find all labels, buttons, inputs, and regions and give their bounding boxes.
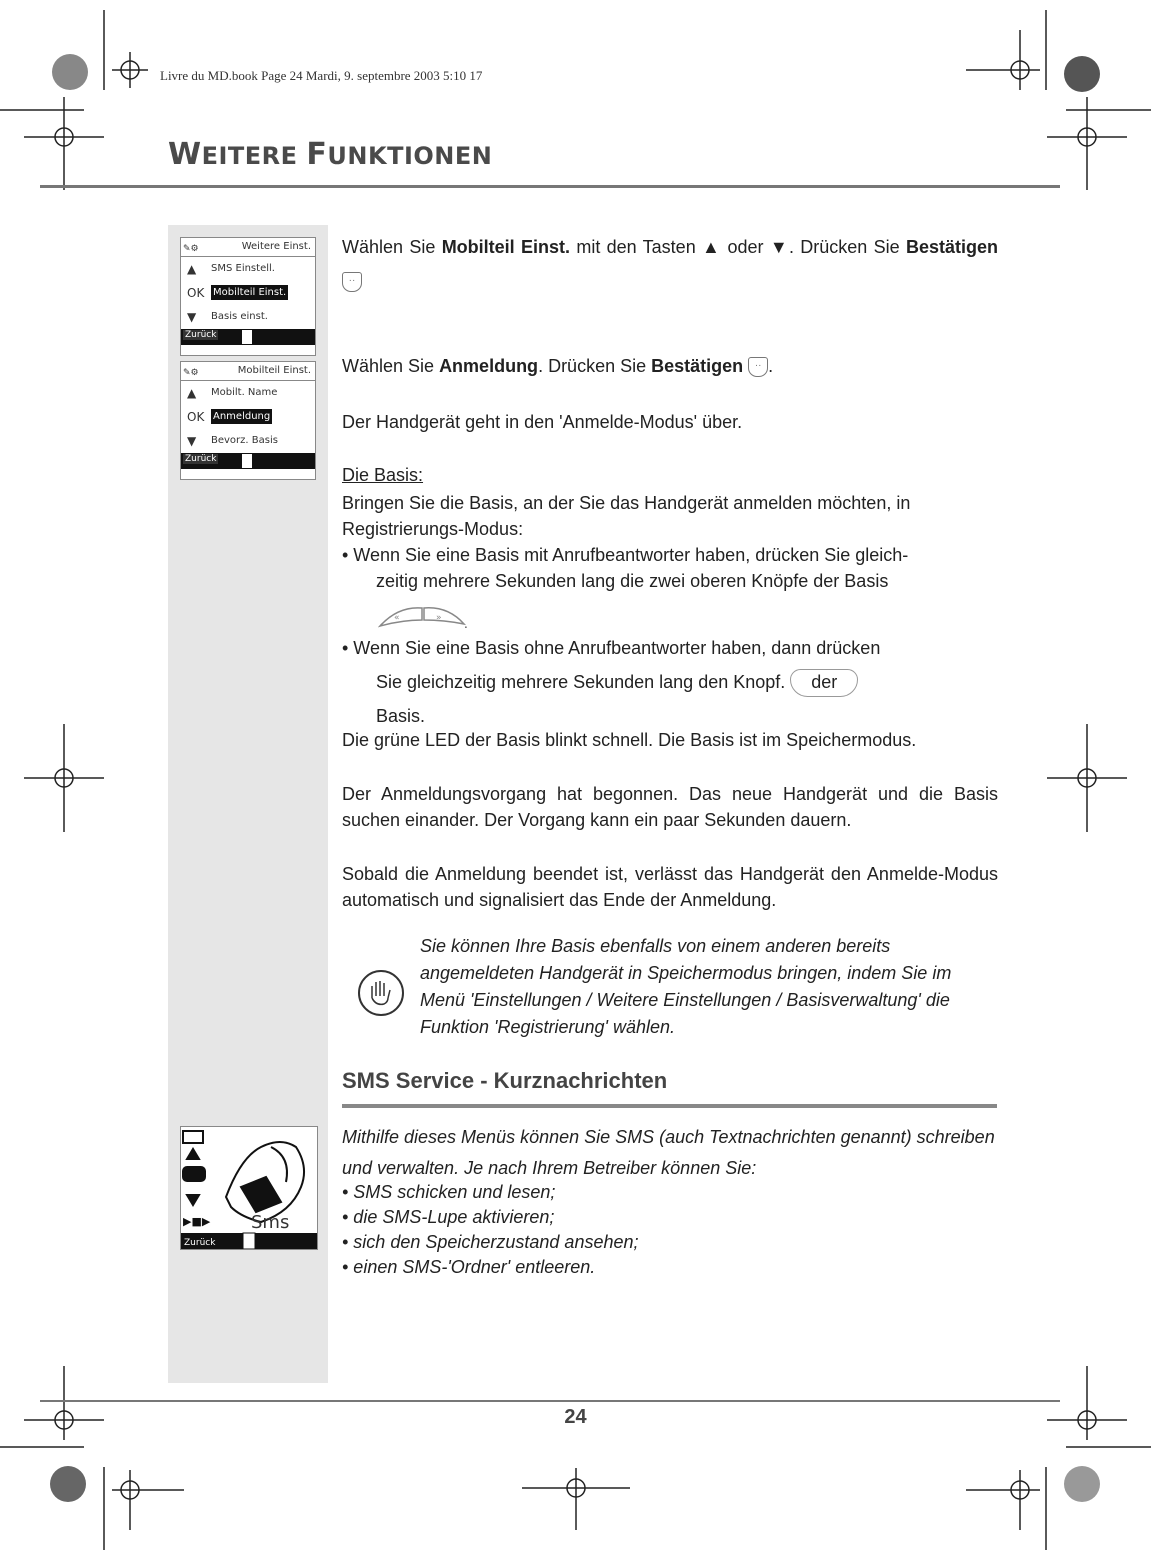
selected-menu-item: Anmeldung [213,411,271,422]
down-arrow-icon: ▼ [187,434,197,448]
svg-text:Zurück: Zurück [184,1238,216,1248]
selected-menu-item: Mobilteil Einst. [213,287,287,298]
sms-envelope-icon [181,1127,317,1249]
list-item: • SMS schicken und lesen; [342,1182,556,1202]
confirm-key-icon: ·· [748,357,768,377]
list-item: • die SMS-Lupe aktivieren; [342,1207,555,1227]
tools-icon: ✎⚙ [183,244,199,254]
basis-heading: Die Basis: [342,465,424,485]
base-key-icon: der [790,669,858,697]
footer-rule [40,1400,1060,1402]
basis-instructions: Bringen Sie die Basis, an der Sie das Handgerät anmelden möchten, in Registrierungs-Modus: • Wenn Sie eine Basis mit Anrufbeantworter haben, drücken Sie gleich- zeitig mehrere Sekunden lang die zwei oberen Knöpfe der Basis [342,493,911,591]
hand-note-icon [356,968,406,1018]
section-rule [342,1104,997,1108]
registration-finished-text: Sobald die Anmeldung beendet ist, verlässt das Handgerät den Anmelde-Modus automatisch und signalisiert das Ende der Anmeldung. [342,864,998,910]
phone-screen-sms [180,1126,318,1250]
svg-text:»: » [436,613,442,623]
registration-started-text: Der Anmeldungsvorgang hat begonnen. Das neue Handgerät und die Basis suchen einander. Der Vorgang kann ein paar Sekunden dauern. [342,784,998,830]
step-select-mobilteil: Wählen Sie Mobilteil Einst. mit den Tasten ▲ oder ▼. Drücken Sie Bestätigen ·· [342,230,998,298]
step-select-anmeldung: Wählen Sie Anmeldung. Drücken Sie Bestätigen ·· . [342,356,774,376]
list-item: • sich den Speicherzustand ansehen; [342,1232,639,1252]
base-buttons-icon [378,600,468,630]
phone-screen-2: ✎⚙ Mobilteil Einst. ▲ Mobilt. Name OK Anmeldung ▼ Bevorz. Basis Zurück [180,361,316,480]
list-item: • einen SMS-'Ordner' entleeren. [342,1257,596,1277]
anmelde-mode-text: Der Handgerät geht in den 'Anmelde-Modus' über. [342,412,743,432]
sms-intro: Mithilfe dieses Menüs können Sie SMS (auch Textnachrichten genannt) schreiben und verwalten. Je nach Ihrem Betreiber können Sie: [342,1127,995,1178]
basis-without-answering: • Wenn Sie eine Basis ohne Anrufbeantworter haben, dann drücken Sie gleichzeitig mehrere Sekunden lang den Knopf. der Basis. [342,638,881,726]
tools-icon: ✎⚙ [183,368,199,378]
up-arrow-icon: ▲ [187,262,197,276]
led-blink-text: Die grüne LED der Basis blinkt schnell. Die Basis ist im Speichermodus. [342,730,917,750]
confirm-key-icon: ·· [342,272,362,292]
screen-header: ✎⚙ Mobilteil Einst. [181,362,315,381]
up-arrow-icon: ▲ [187,386,197,400]
svg-text:.: . [464,617,468,630]
screen-header: ✎⚙ Weitere Einst. [181,238,315,257]
section-title-sms: SMS Service - Kurznachrichten [342,1068,668,1093]
down-arrow-icon: ▼ [187,310,197,324]
svg-text:Sms: Sms [251,1212,290,1233]
sms-list [342,1180,1002,1280]
title-rule [40,185,1060,188]
tip-note: Sie können Ihre Basis ebenfalls von einem anderen bereits angemeldeten Handgerät in Speichermodus bringen, indem Sie im Menü 'Einstellungen / Weitere Einstellungen / Basisverwaltung' die Funktion 'Registrierung' wählen. [420,936,952,1037]
print-slug: Livre du MD.book Page 24 Mardi, 9. septembre 2003 5:10 17 [160,68,483,83]
svg-text:▶■▶: ▶■▶ [183,1215,211,1228]
page-title: WEITERE FUNKTIONEN [168,137,493,172]
page-number: 24 [564,1406,587,1428]
svg-text:«: « [394,613,400,623]
phone-screen-1: ✎⚙ Weitere Einst. ▲ SMS Einstell. OK Mobilteil Einst. ▼ Basis einst. Zurück [180,237,316,356]
